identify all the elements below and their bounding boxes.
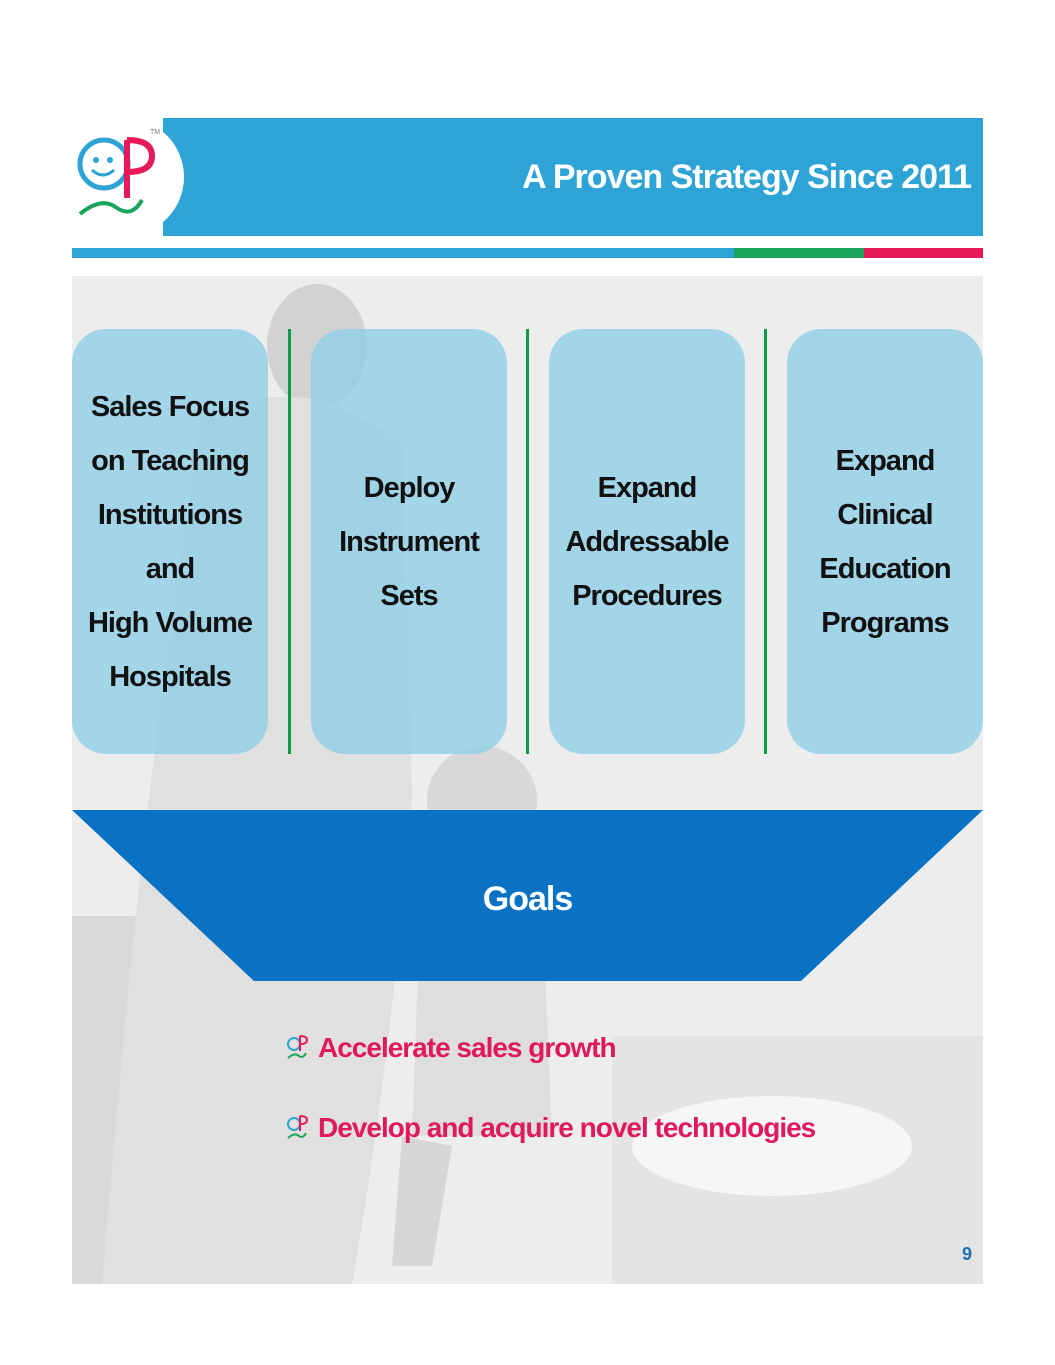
- goals-banner: [72, 810, 983, 981]
- header-rule-green: [734, 248, 864, 258]
- pillar-label: Sales Focus on Teaching Institutions and High Volume Hospitals: [87, 390, 253, 693]
- pillar-sales-focus: [72, 329, 268, 754]
- pillar-label: Expand Addressable Procedures: [565, 471, 729, 612]
- company-logo: [72, 118, 172, 236]
- trademark-mark: TM: [150, 129, 161, 136]
- goal-item: [286, 1032, 616, 1064]
- page-number: 9: [962, 1244, 973, 1264]
- pillar-instrument-sets: [311, 329, 507, 754]
- pillar-divider: [526, 329, 529, 754]
- pillar-label: Deploy Instrument Sets: [339, 471, 479, 612]
- pillar-divider: [288, 329, 291, 754]
- header-rule-blue: [72, 248, 734, 258]
- goal-text: Accelerate sales growth: [318, 1032, 616, 1063]
- page-title: A Proven Strategy Since 2011: [522, 158, 971, 196]
- pillar-label: Expand Clinical Education Programs: [819, 444, 951, 639]
- pillar-clinical-education: [787, 329, 983, 754]
- goal-text: Develop and acquire novel technologies: [318, 1112, 816, 1143]
- goals-title: Goals: [482, 880, 573, 918]
- logo-container: [72, 118, 184, 236]
- pillar-divider: [764, 329, 767, 754]
- header-rule-red: [864, 248, 983, 258]
- pillar-addressable-procedures: [549, 329, 745, 754]
- bullet-logo-icon: [286, 1113, 308, 1143]
- bullet-logo-icon: [286, 1033, 308, 1063]
- goal-item: [286, 1112, 815, 1144]
